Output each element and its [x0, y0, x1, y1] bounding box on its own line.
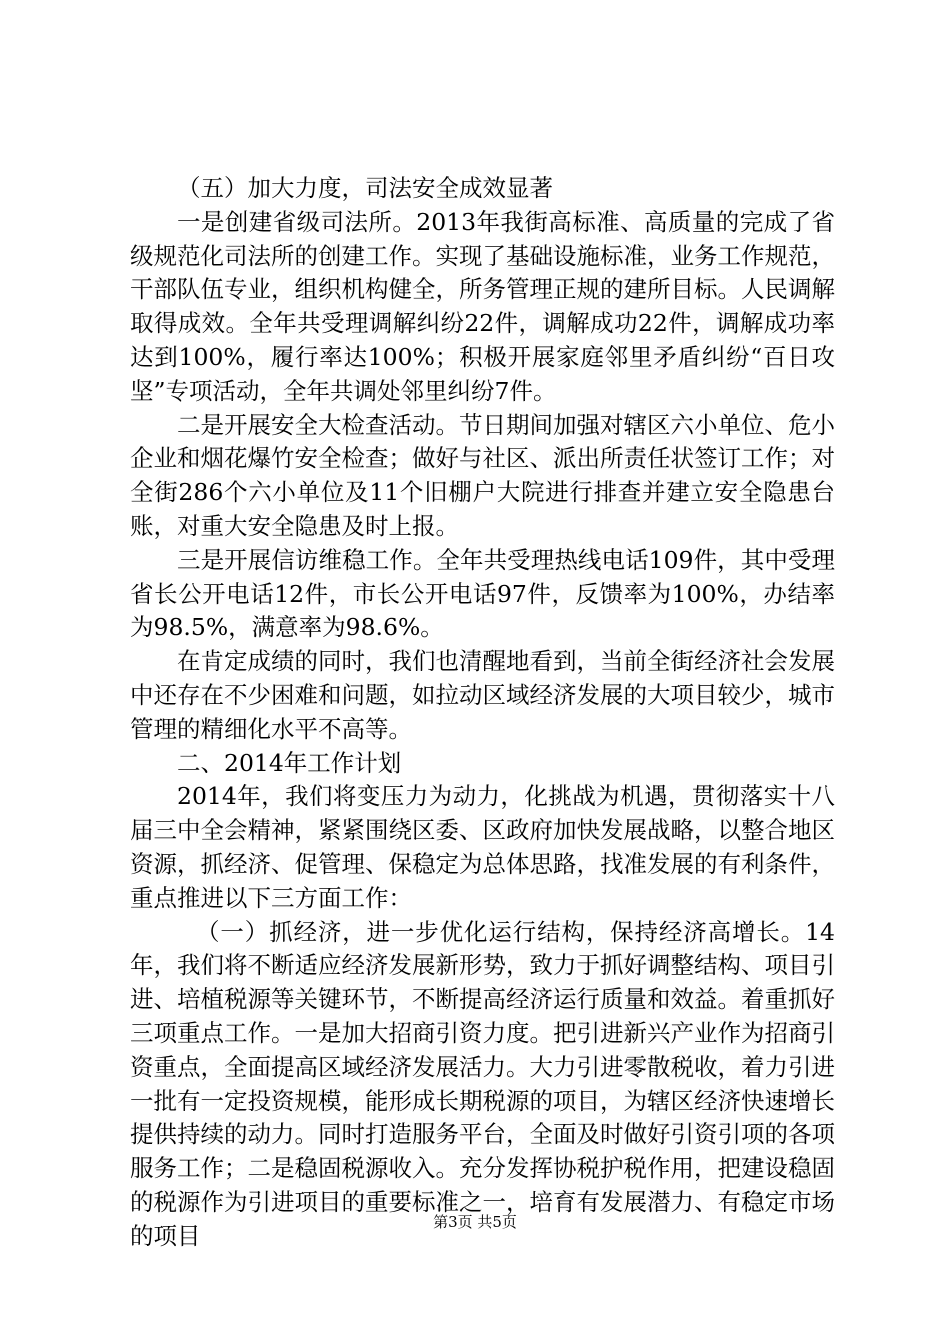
paragraph-safety-inspection: 二是开展安全大检查活动。节日期间加强对辖区六小单位、危小企业和烟花爆竹安全检查；做好与社区、派出所责任状签订工作；对全街286个六小单位及11个旧棚户大院进行排查并建立安全隐患台账，对重大安全隐患及时上报。 [130, 410, 835, 540]
section-heading-work-plan: 二、2014年工作计划 [177, 748, 402, 777]
paragraph-petition-stability: 三是开展信访维稳工作。全年共受理热线电话109件，其中受理省长公开电话12件，市长公开电话97件，反馈率为100%，办结率为98.5%，满意率为98.6%。 [130, 545, 835, 642]
paragraph-plan-overview: 2014年，我们将变压力为动力，化挑战为机遇，贯彻落实十八届三中全会精神，紧紧围绕区委、区政府加快发展战略，以整合地区资源，抓经济、促管理、保稳定为总体思路，找准发展的有利条件，重点推进以下三方面工作： [130, 782, 835, 912]
paragraph-judicial-office: 一是创建省级司法所。2013年我街高标准、高质量的完成了省级规范化司法所的创建工作。实现了基础设施标准，业务工作规范，干部队伍专业，组织机构健全，所务管理正规的建所目标。人民调解取得成效。全年共受理调解纠纷22件，调解成功22件，调解成功率达到100%，履行率达100%；积极开展家庭邻里矛盾纠纷“百日攻坚”专项活动，全年共调处邻里纠纷7件。 [130, 207, 835, 405]
section-heading-judicial-safety: （五）加大力度，司法安全成效显著 [177, 174, 553, 202]
paragraph-problems: 在肯定成绩的同时，我们也清醒地看到，当前全街经济社会发展中还存在不少困难和问题，如拉动区域经济发展的大项目较少，城市管理的精细化水平不高等。 [130, 647, 835, 743]
paragraph-economy: （一）抓经济，进一步优化运行结构，保持经济高增长。14年，我们将不断适应经济发展新形势，致力于抓好调整结构、项目引进、培植税源等关键环节，不断提高经济运行质量和效益。着重抓好三项重点工作。一是加大招商引资力度。把引进新兴产业作为招商引资重点，全面提高区域经济发展活力。大力引进零散税收，着力引进一批有一定投资规模，能形成长期税源的项目，为辖区经济快速增长提供持续的动力。同时打造服务平台，全面及时做好引资引项的各项服务工作；二是稳固税源收入。充分发挥协税护税作用，把建设稳固的税源作为引进项目的重要标准之一，培育有发展潜力、有稳定市场的项目 [130, 917, 835, 1250]
page-footer: 第3页 共5页 [433, 1213, 517, 1231]
document-body [130, 172, 835, 1254]
